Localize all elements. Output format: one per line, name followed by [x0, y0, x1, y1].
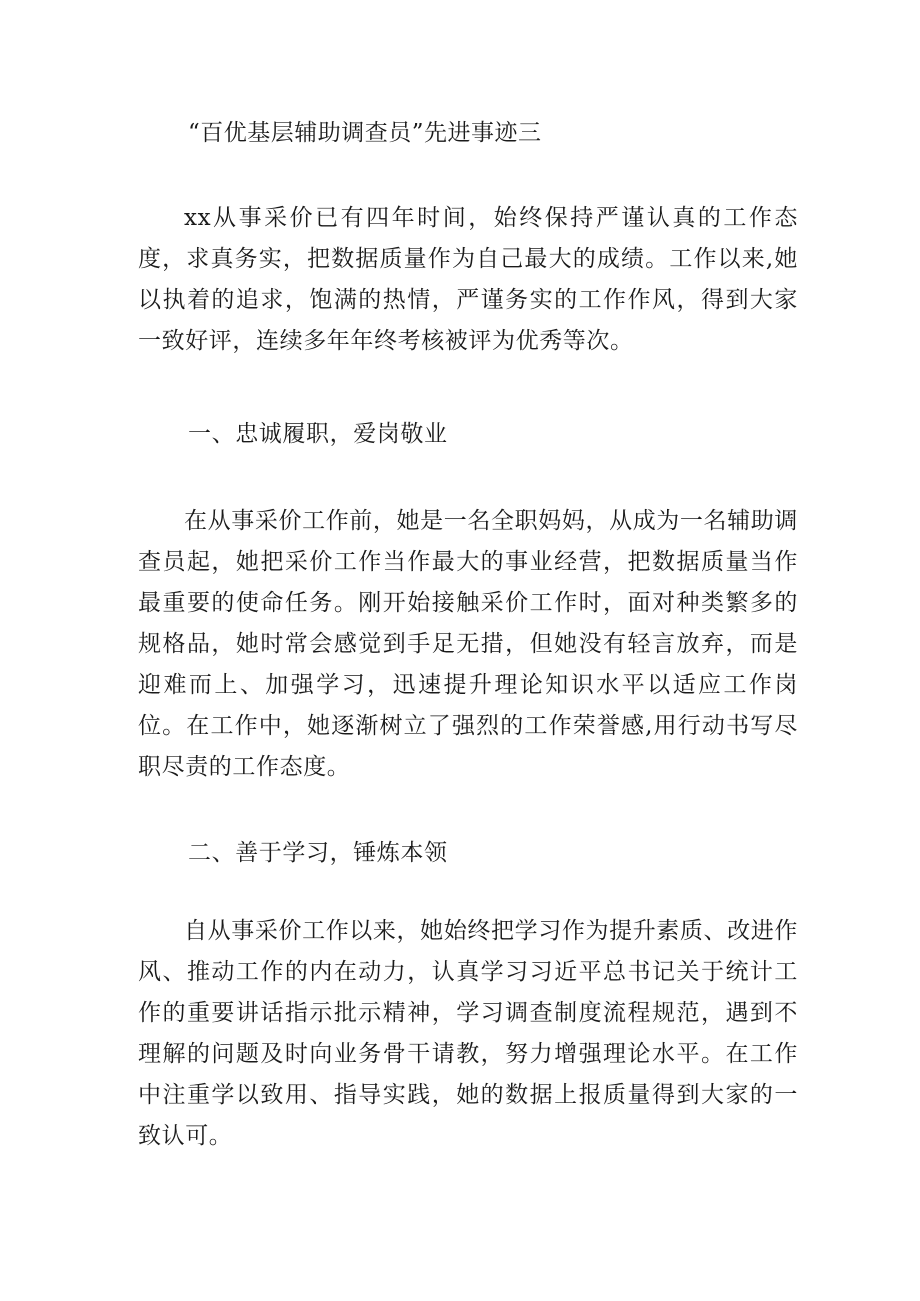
section-body-1: 在从事采价工作前，她是一名全职妈妈，从成为一名辅助调查员起，她把采价工作当作最大的事业经营，把数据质量当作最重要的使命任务。刚开始接触采价工作时，面对种类繁多的规格品，她时常会感觉到手足无措，但她没有轻言放弃，而是迎难而上、加强学习，迅速提升理论知识水平以适应工作岗位。在工作中，她逐渐树立了强烈的工作荣誉感,用行动书写尽职尽责的工作态度。	[138, 508, 798, 780]
section-heading-2: 二、善于学习，锤炼本领	[188, 840, 448, 866]
intro-paragraph: xx从事采价已有四年时间，始终保持严谨认真的工作态度，求真务实，把数据质量作为自己最大的成绩。工作以来,她以执着的追求，饱满的热情，严谨务实的工作作风，得到大家一致好评，连续多年年终考核被评为优秀等次。	[138, 205, 798, 354]
section-body-2: 自从事采价工作以来，她始终把学习作为提升素质、改进作风、推动工作的内在动力，认真学习习近平总书记关于统计工作的重要讲话指示批示精神，学习调查制度流程规范，遇到不理解的问题及时向业务骨干请教，努力增强理论水平。在工作中注重学以致用、指导实践，她的数据上报质量得到大家的一致认可。	[138, 918, 798, 1149]
document-title: “百优基层辅助调查员”先进事迹三	[188, 120, 542, 146]
section-heading-1: 一、忠诚履职，爱岗敬业	[188, 421, 448, 447]
